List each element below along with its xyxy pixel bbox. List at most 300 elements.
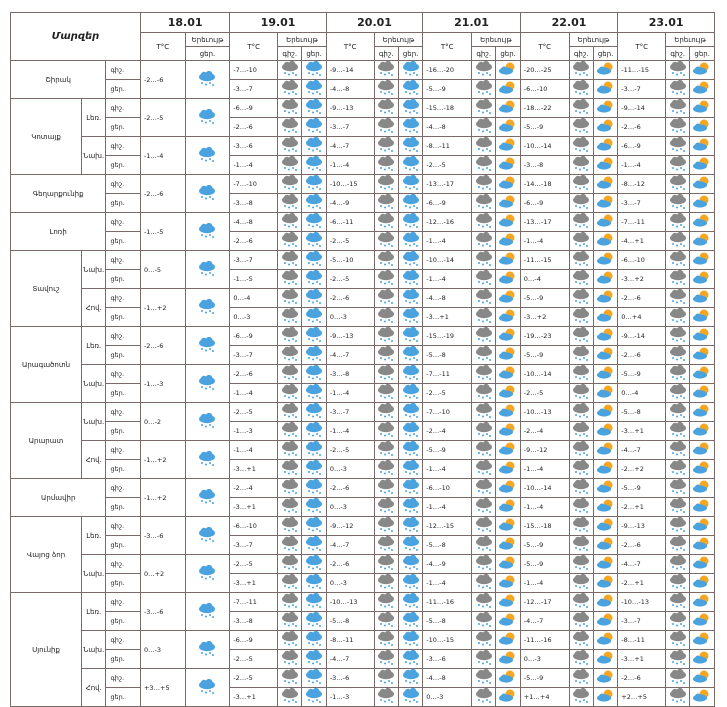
cloud-snow-icon — [571, 365, 591, 383]
temperature-value: -1…-3 — [326, 688, 374, 707]
cloud-snow-icon — [304, 308, 324, 326]
cloud-snow-icon — [376, 517, 396, 535]
temperature-value: 0…-2 — [140, 403, 185, 441]
period-label: ցեր. — [106, 384, 141, 403]
temperature-value: -1…-4 — [520, 574, 569, 593]
period-label: գիշ. — [106, 479, 141, 498]
partly-sunny-icon — [596, 669, 616, 687]
cloud-snow-icon — [401, 289, 421, 307]
partly-sunny-icon — [498, 536, 518, 554]
temperature-value: -2…-5 — [423, 384, 472, 403]
partly-sunny-icon — [692, 498, 712, 516]
cloud-snow-icon — [668, 213, 688, 231]
temperature-value: -1…-3 — [230, 422, 278, 441]
table-row — [11, 346, 715, 365]
temperature-value: -6…-9 — [618, 137, 666, 156]
cloud-snow-icon — [571, 327, 591, 345]
partly-sunny-icon — [498, 308, 518, 326]
cloud-snow-icon — [401, 631, 421, 649]
period-label: գիշ. — [106, 555, 141, 574]
temperature-value: -4…-8 — [423, 289, 472, 308]
temperature-value: -3…-7 — [230, 536, 278, 555]
temperature-value: -5…-9 — [618, 479, 666, 498]
temperature-value: -3…+1 — [230, 498, 278, 517]
temperature-value: -6…-9 — [423, 194, 472, 213]
cloud-snow-icon — [401, 422, 421, 440]
partly-sunny-icon — [596, 308, 616, 326]
temperature-value: -1…-4 — [423, 232, 472, 251]
cloud-snow-icon — [474, 194, 494, 212]
partly-sunny-icon — [498, 555, 518, 573]
table-row — [11, 650, 715, 669]
partly-sunny-icon — [596, 612, 616, 630]
cloud-snow-icon — [571, 650, 591, 668]
temperature-value: -5…-9 — [520, 346, 569, 365]
partly-sunny-icon — [692, 213, 712, 231]
partly-sunny-icon — [498, 422, 518, 440]
cloud-snow-icon — [668, 251, 688, 269]
cloud-snow-icon — [304, 669, 324, 687]
temp-header: T°C — [140, 33, 185, 61]
cloud-snow-icon — [376, 688, 396, 706]
temperature-value: -2…-6 — [618, 118, 666, 137]
subregion-name: Նախ. — [82, 403, 106, 441]
partly-sunny-icon — [596, 422, 616, 440]
cloud-snow-icon — [280, 403, 300, 421]
cloud-snow-icon — [571, 99, 591, 117]
table-row — [11, 137, 715, 156]
weather-header: Երեւույթ — [569, 33, 618, 47]
table-row — [11, 213, 715, 232]
temperature-value: -1…+2 — [140, 289, 185, 327]
cloud-snow-icon — [571, 517, 591, 535]
cloud-snow-icon — [280, 650, 300, 668]
cloud-snow-icon — [401, 555, 421, 573]
table-row — [11, 593, 715, 612]
temperature-value: -3…-7 — [230, 346, 278, 365]
cloud-snow-icon — [401, 536, 421, 554]
temperature-value: -3…-7 — [230, 251, 278, 270]
table-row — [11, 251, 715, 270]
period-label: գիշ. — [106, 213, 141, 232]
subregion-name: Նախ. — [82, 251, 106, 289]
partly-sunny-icon — [498, 403, 518, 421]
partly-sunny-icon — [692, 137, 712, 155]
cloud-snow-icon — [571, 80, 591, 98]
cloud-snow-icon — [304, 156, 324, 174]
cloud-snow-icon — [668, 365, 688, 383]
partly-sunny-icon — [692, 593, 712, 611]
temperature-value: -4…-9 — [326, 194, 374, 213]
cloud-snow-icon — [474, 61, 494, 79]
cloud-snow-icon — [571, 403, 591, 421]
temperature-value: -9…-14 — [326, 61, 374, 80]
cloud-snow-icon — [376, 80, 396, 98]
cloud-snow-icon — [376, 308, 396, 326]
cloud-snow-icon — [304, 118, 324, 136]
temperature-value: -2…-6 — [618, 669, 666, 688]
temperature-value: -6…-11 — [326, 213, 374, 232]
cloud-snow-icon — [376, 270, 396, 288]
cloud-snow-icon — [304, 80, 324, 98]
cloud-snow-icon — [376, 555, 396, 573]
cloud-snow-icon — [376, 194, 396, 212]
partly-sunny-icon — [596, 555, 616, 573]
cloud-snow-icon — [668, 688, 688, 706]
temp-header: T°C — [423, 33, 472, 61]
temperature-value: -15…-18 — [423, 99, 472, 118]
partly-sunny-icon — [498, 99, 518, 117]
partly-sunny-icon — [692, 327, 712, 345]
temperature-value: 0…-3 — [520, 650, 569, 669]
temperature-value: -6…-9 — [520, 194, 569, 213]
cloud-snow-icon — [304, 574, 324, 592]
partly-sunny-icon — [498, 80, 518, 98]
partly-sunny-icon — [596, 479, 616, 497]
cloud-snow-icon — [474, 403, 494, 421]
temperature-value: -8…-11 — [326, 631, 374, 650]
temperature-value: -4…-7 — [326, 346, 374, 365]
cloud-snow-icon — [571, 688, 591, 706]
temperature-value: -4…-7 — [326, 137, 374, 156]
period-label: գիշ. — [106, 251, 141, 270]
partly-sunny-icon — [692, 631, 712, 649]
temperature-value: -4…-7 — [326, 536, 374, 555]
cloud-snow-icon — [474, 213, 494, 231]
cloud-snow-icon — [571, 308, 591, 326]
cloud-snow-icon — [401, 137, 421, 155]
partly-sunny-icon — [596, 213, 616, 231]
cloud-snow-icon — [197, 451, 217, 469]
period-label: ցեր. — [106, 232, 141, 251]
cloud-snow-icon — [197, 603, 217, 621]
cloud-snow-icon — [474, 118, 494, 136]
cloud-snow-icon — [571, 156, 591, 174]
cloud-snow-icon — [474, 308, 494, 326]
cloud-snow-icon — [571, 137, 591, 155]
cloud-snow-icon — [474, 479, 494, 497]
cloud-snow-icon — [571, 118, 591, 136]
temperature-value: 0…+2 — [140, 555, 185, 593]
cloud-snow-icon — [280, 327, 300, 345]
cloud-snow-icon — [304, 270, 324, 288]
cloud-snow-icon — [401, 270, 421, 288]
cloud-snow-icon — [304, 612, 324, 630]
region-name: Արարատ — [11, 403, 82, 479]
cloud-snow-icon — [280, 308, 300, 326]
date-header: 19.01 — [230, 13, 326, 33]
period-label: ցեր. — [106, 650, 141, 669]
temperature-value: -2…-5 — [230, 650, 278, 669]
temperature-value: -9…-14 — [618, 99, 666, 118]
table-row — [11, 384, 715, 403]
cloud-snow-icon — [668, 194, 688, 212]
cloud-snow-icon — [280, 574, 300, 592]
temperature-value: -10…-15 — [326, 175, 374, 194]
partly-sunny-icon — [498, 441, 518, 459]
temperature-value: -1…-4 — [140, 137, 185, 175]
partly-sunny-icon — [692, 251, 712, 269]
region-name: Լոռի — [11, 213, 106, 251]
temperature-value: -2…-6 — [230, 232, 278, 251]
day-header: ցեր. — [185, 47, 230, 61]
temperature-value: -7…-11 — [423, 365, 472, 384]
cloud-snow-icon — [376, 384, 396, 402]
temperature-value: +2…+5 — [618, 688, 666, 707]
period-label: ցեր. — [106, 308, 141, 327]
temperature-value: -2…-6 — [140, 175, 185, 213]
temperature-value: -12…-16 — [423, 213, 472, 232]
subregion-name: Նախ. — [82, 631, 106, 669]
cloud-snow-icon — [668, 650, 688, 668]
cloud-snow-icon — [474, 498, 494, 516]
cloud-snow-icon — [197, 565, 217, 583]
cloud-snow-icon — [401, 593, 421, 611]
partly-sunny-icon — [692, 118, 712, 136]
temperature-value: -3…-7 — [326, 403, 374, 422]
temperature-value: -3…-6 — [140, 593, 185, 631]
cloud-snow-icon — [571, 460, 591, 478]
partly-sunny-icon — [692, 99, 712, 117]
cloud-snow-icon — [571, 479, 591, 497]
cloud-snow-icon — [304, 517, 324, 535]
cloud-snow-icon — [376, 213, 396, 231]
cloud-snow-icon — [197, 299, 217, 317]
cloud-snow-icon — [668, 574, 688, 592]
partly-sunny-icon — [596, 251, 616, 269]
partly-sunny-icon — [692, 612, 712, 630]
table-row — [11, 80, 715, 99]
temperature-value: -15…-19 — [423, 327, 472, 346]
cloud-snow-icon — [280, 156, 300, 174]
partly-sunny-icon — [692, 270, 712, 288]
table-row — [11, 289, 715, 308]
temperature-value: -1…-5 — [140, 213, 185, 251]
temperature-value: -16…-20 — [423, 61, 472, 80]
subregion-name: Լեռ. — [82, 327, 106, 365]
cloud-snow-icon — [474, 384, 494, 402]
temperature-value: -5…-10 — [326, 251, 374, 270]
period-label: գիշ. — [106, 403, 141, 422]
partly-sunny-icon — [596, 365, 616, 383]
cloud-snow-icon — [401, 156, 421, 174]
temperature-value: -7…-11 — [618, 213, 666, 232]
temp-header: T°C — [520, 33, 569, 61]
cloud-snow-icon — [668, 308, 688, 326]
region-name: Արմավիր — [11, 479, 106, 517]
cloud-snow-icon — [280, 612, 300, 630]
temperature-value: -2…-6 — [140, 327, 185, 365]
partly-sunny-icon — [596, 99, 616, 117]
partly-sunny-icon — [498, 137, 518, 155]
cloud-snow-icon — [668, 137, 688, 155]
partly-sunny-icon — [498, 631, 518, 649]
temperature-value: -1…-4 — [618, 156, 666, 175]
partly-sunny-icon — [692, 156, 712, 174]
table-row — [11, 612, 715, 631]
subregion-name: Լեռ. — [82, 517, 106, 555]
temperature-value: -10…-14 — [423, 251, 472, 270]
period-label: գիշ. — [106, 99, 141, 118]
period-label: ցեր. — [106, 498, 141, 517]
cloud-snow-icon — [474, 327, 494, 345]
temperature-value: -9…-14 — [618, 327, 666, 346]
partly-sunny-icon — [498, 232, 518, 250]
day-header: ցեր. — [302, 47, 326, 61]
temperature-value: -1…-4 — [423, 270, 472, 289]
temperature-value: -2…+1 — [618, 498, 666, 517]
cloud-snow-icon — [571, 61, 591, 79]
temperature-value: -5…-8 — [618, 403, 666, 422]
partly-sunny-icon — [498, 479, 518, 497]
temperature-value: -6…-10 — [618, 251, 666, 270]
cloud-snow-icon — [571, 213, 591, 231]
temperature-value: -2…-5 — [230, 555, 278, 574]
cloud-snow-icon — [474, 156, 494, 174]
cloud-snow-icon — [304, 327, 324, 345]
period-label: գիշ. — [106, 175, 141, 194]
cloud-snow-icon — [280, 384, 300, 402]
temperature-value: -1…-4 — [520, 460, 569, 479]
subregion-name: Նախ. — [82, 137, 106, 175]
date-header: 23.01 — [618, 13, 715, 33]
period-label: ցեր. — [106, 460, 141, 479]
table-row — [11, 688, 715, 707]
temperature-value: -3…-7 — [618, 80, 666, 99]
cloud-snow-icon — [304, 593, 324, 611]
temperature-value: -4…-8 — [230, 213, 278, 232]
cloud-snow-icon — [571, 175, 591, 193]
partly-sunny-icon — [596, 175, 616, 193]
cloud-snow-icon — [197, 337, 217, 355]
temperature-value: -7…-10 — [230, 61, 278, 80]
cloud-snow-icon — [197, 679, 217, 697]
cloud-snow-icon — [401, 308, 421, 326]
period-label: ցեր. — [106, 194, 141, 213]
day-header: ցեր. — [593, 47, 617, 61]
partly-sunny-icon — [596, 80, 616, 98]
cloud-snow-icon — [197, 527, 217, 545]
cloud-snow-icon — [376, 669, 396, 687]
cloud-snow-icon — [668, 403, 688, 421]
cloud-snow-icon — [401, 118, 421, 136]
period-label: ցեր. — [106, 156, 141, 175]
night-header: գիշ. — [569, 47, 593, 61]
partly-sunny-icon — [596, 517, 616, 535]
cloud-snow-icon — [376, 327, 396, 345]
cloud-snow-icon — [571, 289, 591, 307]
cloud-snow-icon — [280, 99, 300, 117]
cloud-snow-icon — [571, 669, 591, 687]
cloud-snow-icon — [304, 498, 324, 516]
cloud-snow-icon — [376, 612, 396, 630]
temperature-value: -8…-12 — [618, 175, 666, 194]
table-row — [11, 498, 715, 517]
region-name: Վայոց ձոր — [11, 517, 82, 593]
period-label: ցեր. — [106, 612, 141, 631]
cloud-snow-icon — [280, 460, 300, 478]
temperature-value: -3…+1 — [230, 688, 278, 707]
cloud-snow-icon — [571, 194, 591, 212]
weather-header: Երեւույթ — [185, 33, 230, 47]
cloud-snow-icon — [304, 536, 324, 554]
temperature-value: -2…-5 — [230, 669, 278, 688]
cloud-snow-icon — [376, 232, 396, 250]
table-row — [11, 308, 715, 327]
temp-header: T°C — [230, 33, 278, 61]
temperature-value: 0…-3 — [326, 498, 374, 517]
table-row — [11, 61, 715, 80]
temperature-value: -3…-6 — [140, 517, 185, 555]
cloud-snow-icon — [401, 365, 421, 383]
cloud-snow-icon — [280, 517, 300, 535]
temperature-value: -4…-7 — [618, 441, 666, 460]
cloud-snow-icon — [376, 441, 396, 459]
region-name: Գեղարքունիք — [11, 175, 106, 213]
temperature-value: -2…-6 — [618, 346, 666, 365]
subregion-name: Հով. — [82, 441, 106, 479]
table-row — [11, 403, 715, 422]
temperature-value: -10…-14 — [520, 365, 569, 384]
weather-header: Երեւույթ — [666, 33, 715, 47]
cloud-snow-icon — [474, 80, 494, 98]
temperature-value: -14…-18 — [520, 175, 569, 194]
forecast-body — [11, 61, 715, 707]
cloud-snow-icon — [376, 346, 396, 364]
cloud-snow-icon — [197, 185, 217, 203]
cloud-snow-icon — [401, 688, 421, 706]
temperature-value: -3…-6 — [326, 669, 374, 688]
period-label: ցեր. — [106, 80, 141, 99]
temperature-value: -10…-14 — [520, 137, 569, 156]
temperature-value: -1…-4 — [520, 498, 569, 517]
temperature-value: -2…-5 — [326, 441, 374, 460]
cloud-snow-icon — [280, 422, 300, 440]
cloud-snow-icon — [668, 175, 688, 193]
temperature-value: -5…-9 — [520, 536, 569, 555]
temperature-value: -3…+1 — [618, 422, 666, 441]
temperature-value: +3…+5 — [140, 669, 185, 707]
temperature-value: -5…-9 — [423, 80, 472, 99]
temperature-value: -5…-9 — [520, 669, 569, 688]
cloud-snow-icon — [197, 109, 217, 127]
temperature-value: -2…-6 — [618, 536, 666, 555]
region-name: Շիրակ — [11, 61, 106, 99]
cloud-snow-icon — [280, 61, 300, 79]
cloud-snow-icon — [474, 137, 494, 155]
table-row — [11, 118, 715, 137]
partly-sunny-icon — [596, 688, 616, 706]
temperature-value: -2…-6 — [230, 365, 278, 384]
temperature-value: 0…-3 — [326, 308, 374, 327]
temperature-value: -4…-8 — [423, 669, 472, 688]
period-label: ցեր. — [106, 574, 141, 593]
partly-sunny-icon — [596, 118, 616, 136]
period-label: գիշ. — [106, 441, 141, 460]
table-row — [11, 555, 715, 574]
cloud-snow-icon — [304, 441, 324, 459]
partly-sunny-icon — [498, 289, 518, 307]
partly-sunny-icon — [596, 346, 616, 364]
temperature-value: -12…-17 — [520, 593, 569, 612]
subregion-name: Նախ. — [82, 555, 106, 593]
temperature-value: -3…+2 — [520, 308, 569, 327]
cloud-snow-icon — [401, 612, 421, 630]
temperature-value: 0…-3 — [230, 308, 278, 327]
region-name: Արագածոտն — [11, 327, 82, 403]
temperature-value: -3…+1 — [618, 650, 666, 669]
cloud-snow-icon — [304, 384, 324, 402]
